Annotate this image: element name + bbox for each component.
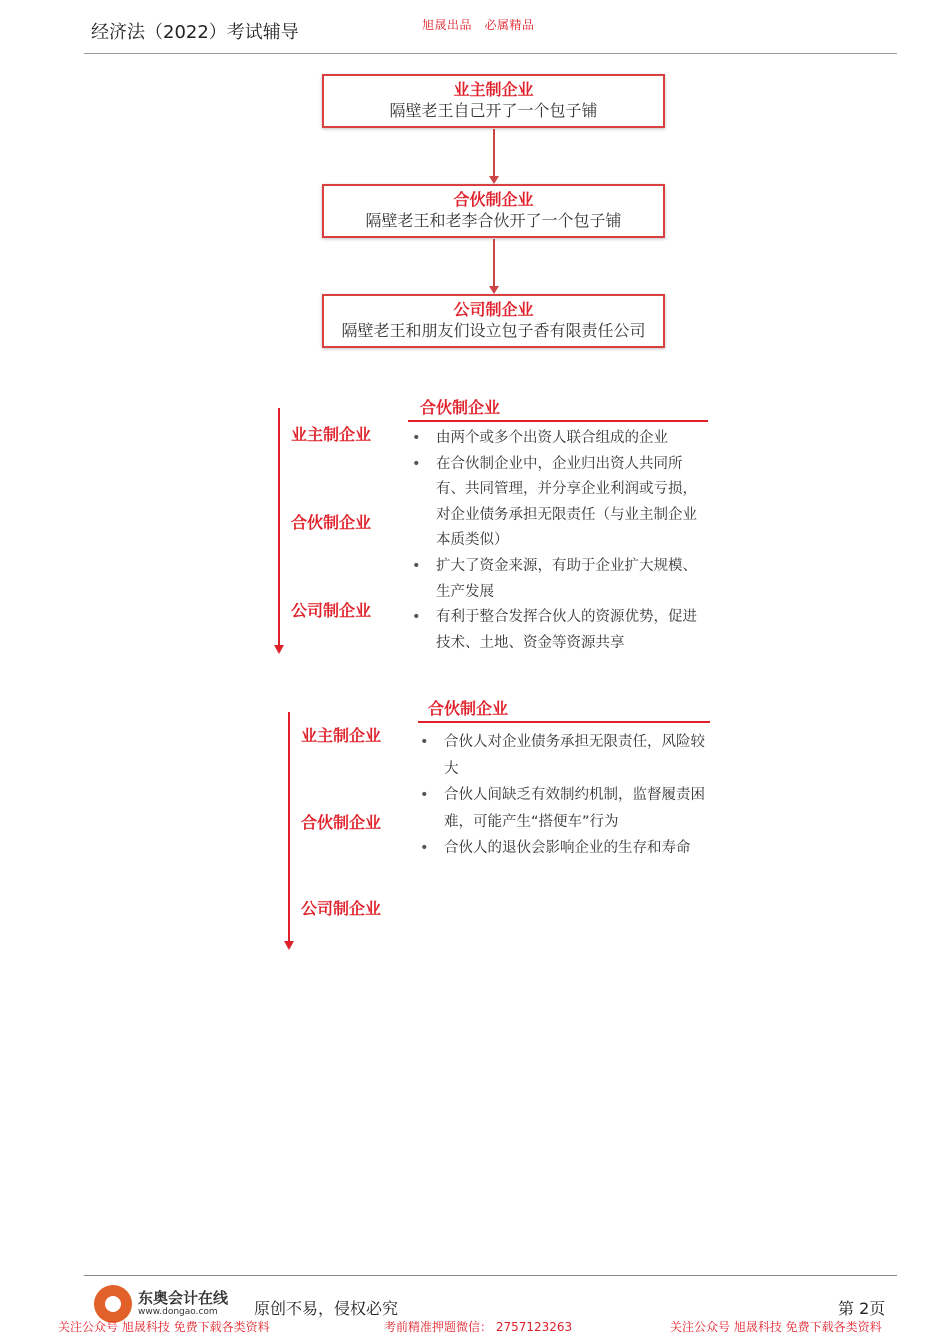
- flow-box-title: 业主制企业: [453, 80, 534, 99]
- flow-box-title: 公司制企业: [453, 300, 534, 319]
- disadvantages-list: [418, 729, 713, 862]
- timeline-label-sole: 业主制企业: [301, 726, 382, 745]
- panel-title-advantages: 合伙制企业: [420, 398, 501, 417]
- logo-name: 东奥会计在线: [138, 1289, 229, 1307]
- timeline-label-partnership: 合伙制企业: [291, 513, 372, 532]
- header-slogan: 旭晟出品 必属精品: [422, 18, 535, 32]
- flow-box-desc: 隔壁老王和朋友们设立包子香有限责任公司: [341, 321, 646, 340]
- flow-box-sole-proprietorship: [322, 74, 665, 128]
- flow-box-desc: 隔壁老王自己开了一个包子铺: [389, 101, 598, 120]
- panel-title-rule: [408, 420, 708, 422]
- panel-title-disadvantages: 合伙制企业: [428, 699, 509, 718]
- list-item: • 合伙人间缺乏有效制约机制，监督履责困难，可能产生“搭便车”行为: [418, 782, 713, 835]
- logo-url: www.dongao.com: [138, 1307, 218, 1317]
- document-title: 经济法（2022）考试辅导: [91, 22, 299, 43]
- flow-box-partnership: [322, 184, 665, 238]
- list-item: • 由两个或多个出资人联合组成的企业: [410, 426, 710, 452]
- copyright-note: 原创不易，侵权必究: [254, 1299, 399, 1318]
- footer-divider: [84, 1275, 897, 1276]
- header-divider: [84, 53, 897, 54]
- timeline-arrow-2: [288, 712, 290, 948]
- list-item: • 合伙人的退伙会影响企业的生存和寿命: [418, 835, 713, 862]
- list-item: • 合伙人对企业债务承担无限责任，风险较大: [418, 729, 713, 782]
- panel-title-rule: [418, 721, 710, 723]
- advantages-list: [410, 426, 710, 656]
- list-item: • 在合伙制企业中，企业归出资人共同所有、共同管理，并分享企业利润或亏损，对企业债务承担无限责任（与业主制企业本质类似）: [410, 452, 710, 554]
- timeline-label-corporation: 公司制企业: [301, 899, 382, 918]
- flow-box-desc: 隔壁老王和老李合伙开了一个包子铺: [365, 211, 622, 230]
- page-number: 第 2页: [838, 1299, 886, 1318]
- flow-arrow-1: [493, 129, 495, 182]
- timeline-arrow-1: [278, 408, 280, 652]
- list-item: • 扩大了资金来源，有助于企业扩大规模、生产发展: [410, 554, 710, 605]
- timeline-label-sole: 业主制企业: [291, 425, 372, 444]
- footer-promo-right: 关注公众号 旭晟科技 免费下载各类资料: [670, 1320, 882, 1334]
- list-item: • 有利于整合发挥合伙人的资源优势，促进技术、土地、资金等资源共享: [410, 605, 710, 656]
- flow-box-corporation: [322, 294, 665, 348]
- footer-promo-center: 考前精准押题微信： 2757123263: [384, 1320, 573, 1334]
- flow-arrow-2: [493, 239, 495, 292]
- timeline-label-partnership: 合伙制企业: [301, 813, 382, 832]
- flow-box-title: 合伙制企业: [453, 190, 534, 209]
- footer-promo-left: 关注公众号 旭晟科技 免费下载各类资料: [58, 1320, 270, 1334]
- timeline-label-corporation: 公司制企业: [291, 601, 372, 620]
